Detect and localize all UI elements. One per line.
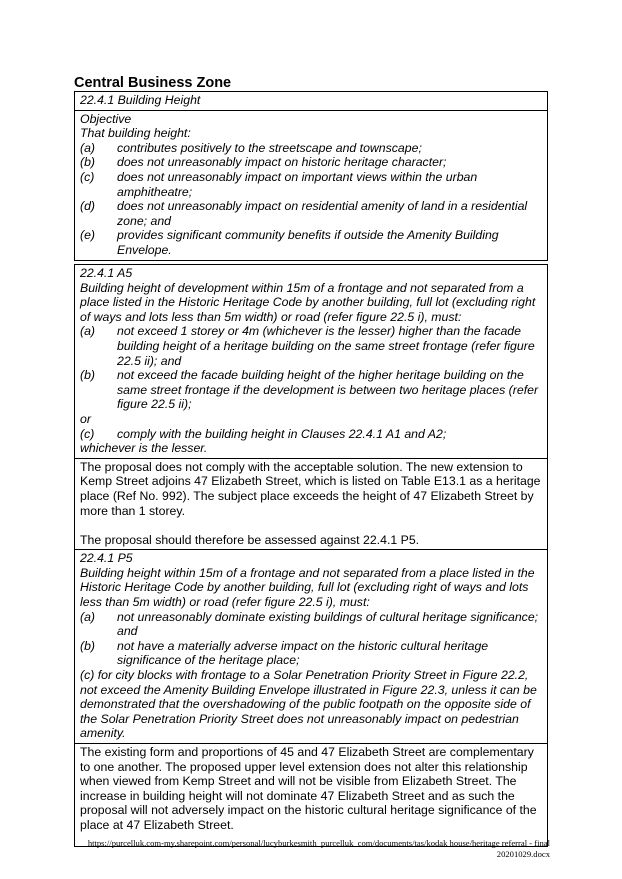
- a5-response: [75, 458, 547, 550]
- a5-response-paragraph: The proposal does not comply with the acceptable solution. The new extension to Kemp Street adjoins 47 Elizabeth Street, which is listed on Table E13.1 as a heritage place (Ref No. 992). The subject place exceeds the height of 47 Elizabeth Street by more than 1 storey.: [80, 459, 541, 518]
- list-item-text: not exceed the facade building height of the higher heritage building on the same street frontage if the development is between two heritage places (refer figure 22.5 ii);: [117, 368, 539, 412]
- list-item: [80, 324, 542, 368]
- list-item-label: (b): [80, 155, 96, 170]
- list-item-label: (b): [80, 368, 96, 383]
- p5-item-c: (c) for city blocks with frontage to a Solar Penetration Priority Street in Figure 22.2, not exceed the Amenity Building Envelope illustrated in Figure 22.3, unless it can be demonstrated that the overshadowing of the public footpath on the opposite side of the Solar Penetration Priority Street does not unreasonably impact on pedestrian amenity.: [80, 668, 537, 741]
- p5-intro: Building height within 15m of a frontage and not separated from a place listed in the Historic Heritage Code by another building, full lot (excluding right of ways and lots less than 5m width) or road (refer figure 22.5 i), must:: [80, 565, 535, 610]
- list-item: [80, 155, 542, 170]
- page-title: Central Business Zone: [74, 75, 232, 91]
- assessment-box: [74, 264, 548, 847]
- list-item-label: (a): [80, 140, 96, 155]
- list-item: [80, 170, 542, 199]
- list-item: [80, 610, 542, 639]
- list-item-text: not exceed 1 storey or 4m (whichever is the lesser) higher than the facade building height of a heritage building on the same street frontage (refer figure 22.5 ii); and: [117, 324, 535, 368]
- list-item: [80, 228, 542, 257]
- p5-section: [75, 549, 547, 743]
- a5-response-conclusion: The proposal should therefore be assessed against 22.4.1 P5.: [80, 532, 420, 547]
- list-item-text: does not unreasonably impact on residential amenity of land in a residential zone; and: [117, 199, 528, 228]
- paragraph-spacer: [80, 518, 542, 533]
- objective-label: Objective: [80, 111, 132, 126]
- list-item-text: provides significant community benefits if outside the Amenity Building Envelope.: [117, 228, 499, 257]
- objective-heading: 22.4.1 Building Height: [80, 93, 201, 107]
- list-item: [80, 141, 542, 156]
- footer-line: 20201029.docx: [496, 849, 550, 859]
- objective-heading-row: [75, 92, 547, 110]
- a5-heading: 22.4.1 A5: [80, 266, 133, 280]
- list-item-text: comply with the building height in Clauses 22.4.1 A1 and A2;: [117, 426, 447, 441]
- list-item-label: (b): [80, 638, 96, 653]
- list-item-label: (a): [80, 324, 96, 339]
- list-item-text: not have a materially adverse impact on the historic cultural heritage significance of the heritage place;: [117, 638, 489, 668]
- list-item-text: does not unreasonably impact on important views within the urban amphitheatre;: [117, 169, 478, 199]
- list-item-label: (c): [80, 426, 95, 441]
- list-item: [80, 427, 542, 442]
- objective-content: [75, 110, 547, 260]
- p5-response: [75, 743, 547, 846]
- objective-intro: That building height:: [80, 126, 191, 141]
- a5-intro: Building height of development within 15m of a frontage and not separated from a place listed in the Historic Heritage Code by another building, full lot (excluding right of ways and lots less than 5m width) or road (refer figure 22.5 i), must:: [80, 280, 536, 324]
- a5-section: [75, 265, 547, 458]
- list-item-text: contributes positively to the streetscape and townscape;: [117, 140, 422, 155]
- a5-closing: whichever is the lesser.: [80, 441, 208, 456]
- list-item: [80, 368, 542, 412]
- list-item: [80, 199, 542, 228]
- list-item-text: not unreasonably dominate existing buildings of cultural heritage significance; and: [117, 609, 539, 639]
- list-item-text: does not unreasonably impact on historic heritage character;: [117, 155, 447, 170]
- list-item: [80, 639, 542, 668]
- a5-or: or: [80, 411, 91, 426]
- p5-response-paragraph: The existing form and proportions of 45 and 47 Elizabeth Street are complementary to one another. The proposed upper level extension does not alter this relationship when viewed from Kemp Street and will not be visible from Elizabeth Street. The increase in building height will not dominate 47 Elizabeth Street and as such the proposal will not adversely impact on the historic cultural heritage significance of the place at 47 Elizabeth Street.: [80, 745, 537, 832]
- p5-heading: 22.4.1 P5: [80, 551, 133, 566]
- list-item-label: (c): [80, 169, 95, 184]
- list-item-label: (e): [80, 228, 96, 243]
- footer-line: https://purcelluk.com-my.sharepoint.com/personal/lucyburkesmith_purcelluk_com/documents/tas/kodak house/heritage referral - final: [87, 838, 550, 848]
- document-footer-path: [80, 838, 550, 860]
- list-item-label: (a): [80, 609, 96, 624]
- objective-box: [74, 91, 548, 261]
- list-item-label: (d): [80, 199, 96, 214]
